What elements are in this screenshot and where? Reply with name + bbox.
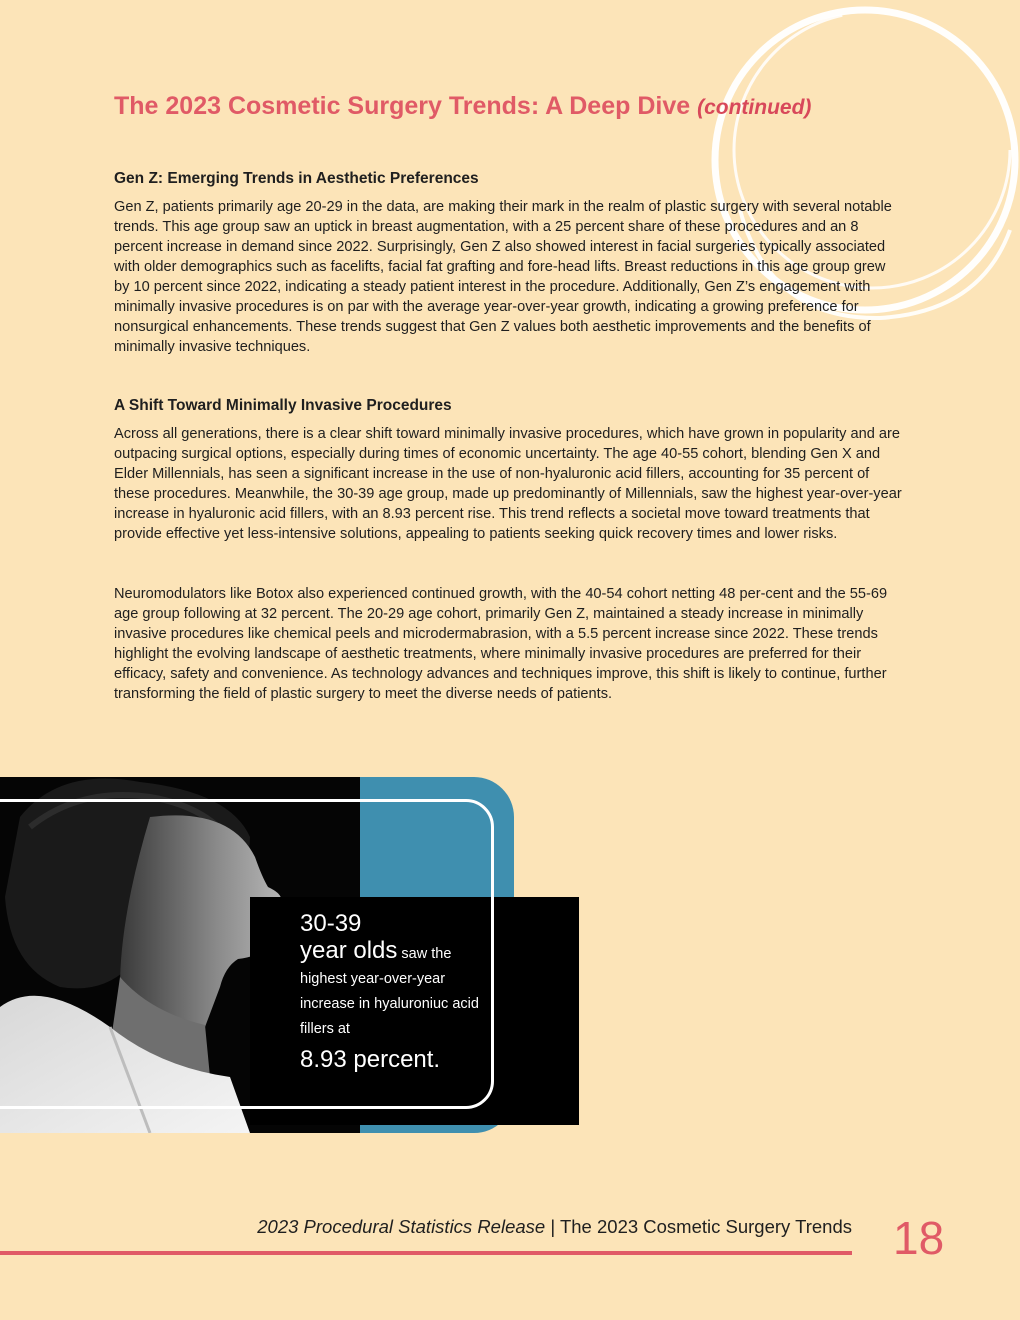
- callout-year-olds: year olds: [300, 937, 398, 964]
- callout-stat: [300, 910, 490, 1076]
- paragraph-gen-z: Gen Z, patients primarily age 20-29 in the data, are making their mark in the realm of plastic surgery with several notable trends. This age group saw an uptick in breast augmentation, with a 25 percent share of these procedures and an 8 percent increase in demand since 2022. Surprisingly, Gen Z also showed interest in facial surgeries typically associated with older demographics such as facelifts, facial fat grafting and fore-head lifts. Breast reductions in this age group grew by 10 percent since 2022, indicating a steady patient interest in the procedure. Additionally, Gen Z’s engagement with minimally invasive procedures is on par with the average year-over-year growth, indicating a growing preference for nonsurgical enhancements. These trends suggest that Gen Z values both aesthetic improvements and the benefits of minimally invasive techniques.: [114, 199, 892, 355]
- footer-rule: [0, 1251, 852, 1255]
- paragraph-minimally-invasive-1: Across all generations, there is a clear shift toward minimally invasive procedures, which have grown in popularity and are outpacing surgical options, especially during times of economic uncertainty. The age 40-55 cohort, blending Gen X and Elder Millennials, has seen a significant increase in the use of non-hyaluronic acid fillers, accounting for 35 percent of these procedures. Meanwhile, the 30-39 age group, made up predominantly of Millennials, saw the highest year-over-year increase in hyaluronic acid fillers, with an 8.93 percent rise. This trend reflects a societal move toward treatments that provide effective yet less-intensive solutions, appealing to patients seeking quick recovery times and lower risks.: [114, 426, 902, 542]
- footer-section: The 2023 Cosmetic Surgery Trends: [559, 1216, 852, 1237]
- callout-body: highest year-over-year increase in hyaluroniuc acid fillers at: [300, 971, 479, 1037]
- callout-age-range: 30-39: [300, 910, 362, 937]
- paragraph-minimally-invasive-2: Neuromodulators like Botox also experienced continued growth, with the 40-54 cohort netting 48 per-cent and the 55-69 age group following at 32 percent. The 20-29 age cohort, primarily Gen Z, maintained a steady increase in minimally invasive procedures like chemical peels and microdermabrasion, with a 5.5 percent increase since 2022. These trends highlight the evolving landscape of aesthetic treatments, where minimally invasive procedures are preferred for their efficacy, safety and convenience. As technology advances and techniques improve, this shift is likely to continue, further transforming the field of plastic surgery to meet the diverse needs of patients.: [114, 586, 888, 702]
- footer-caption: [257, 1216, 852, 1238]
- title-suffix: (continued): [697, 96, 812, 119]
- title-main: The 2023 Cosmetic Surgery Trends: A Deep Dive: [114, 92, 691, 120]
- section-heading-gen-z: Gen Z: Emerging Trends in Aesthetic Preferences: [114, 170, 479, 187]
- section-heading-minimally-invasive: A Shift Toward Minimally Invasive Procedures: [114, 397, 452, 414]
- page-number: 18: [893, 1212, 945, 1264]
- callout-saw-the: saw the: [397, 946, 452, 962]
- callout-percent: 8.93 percent.: [300, 1046, 441, 1073]
- footer-publication: 2023 Procedural Statistics Release: [257, 1216, 546, 1237]
- footer-separator: |: [545, 1216, 560, 1237]
- page-title: [114, 92, 811, 121]
